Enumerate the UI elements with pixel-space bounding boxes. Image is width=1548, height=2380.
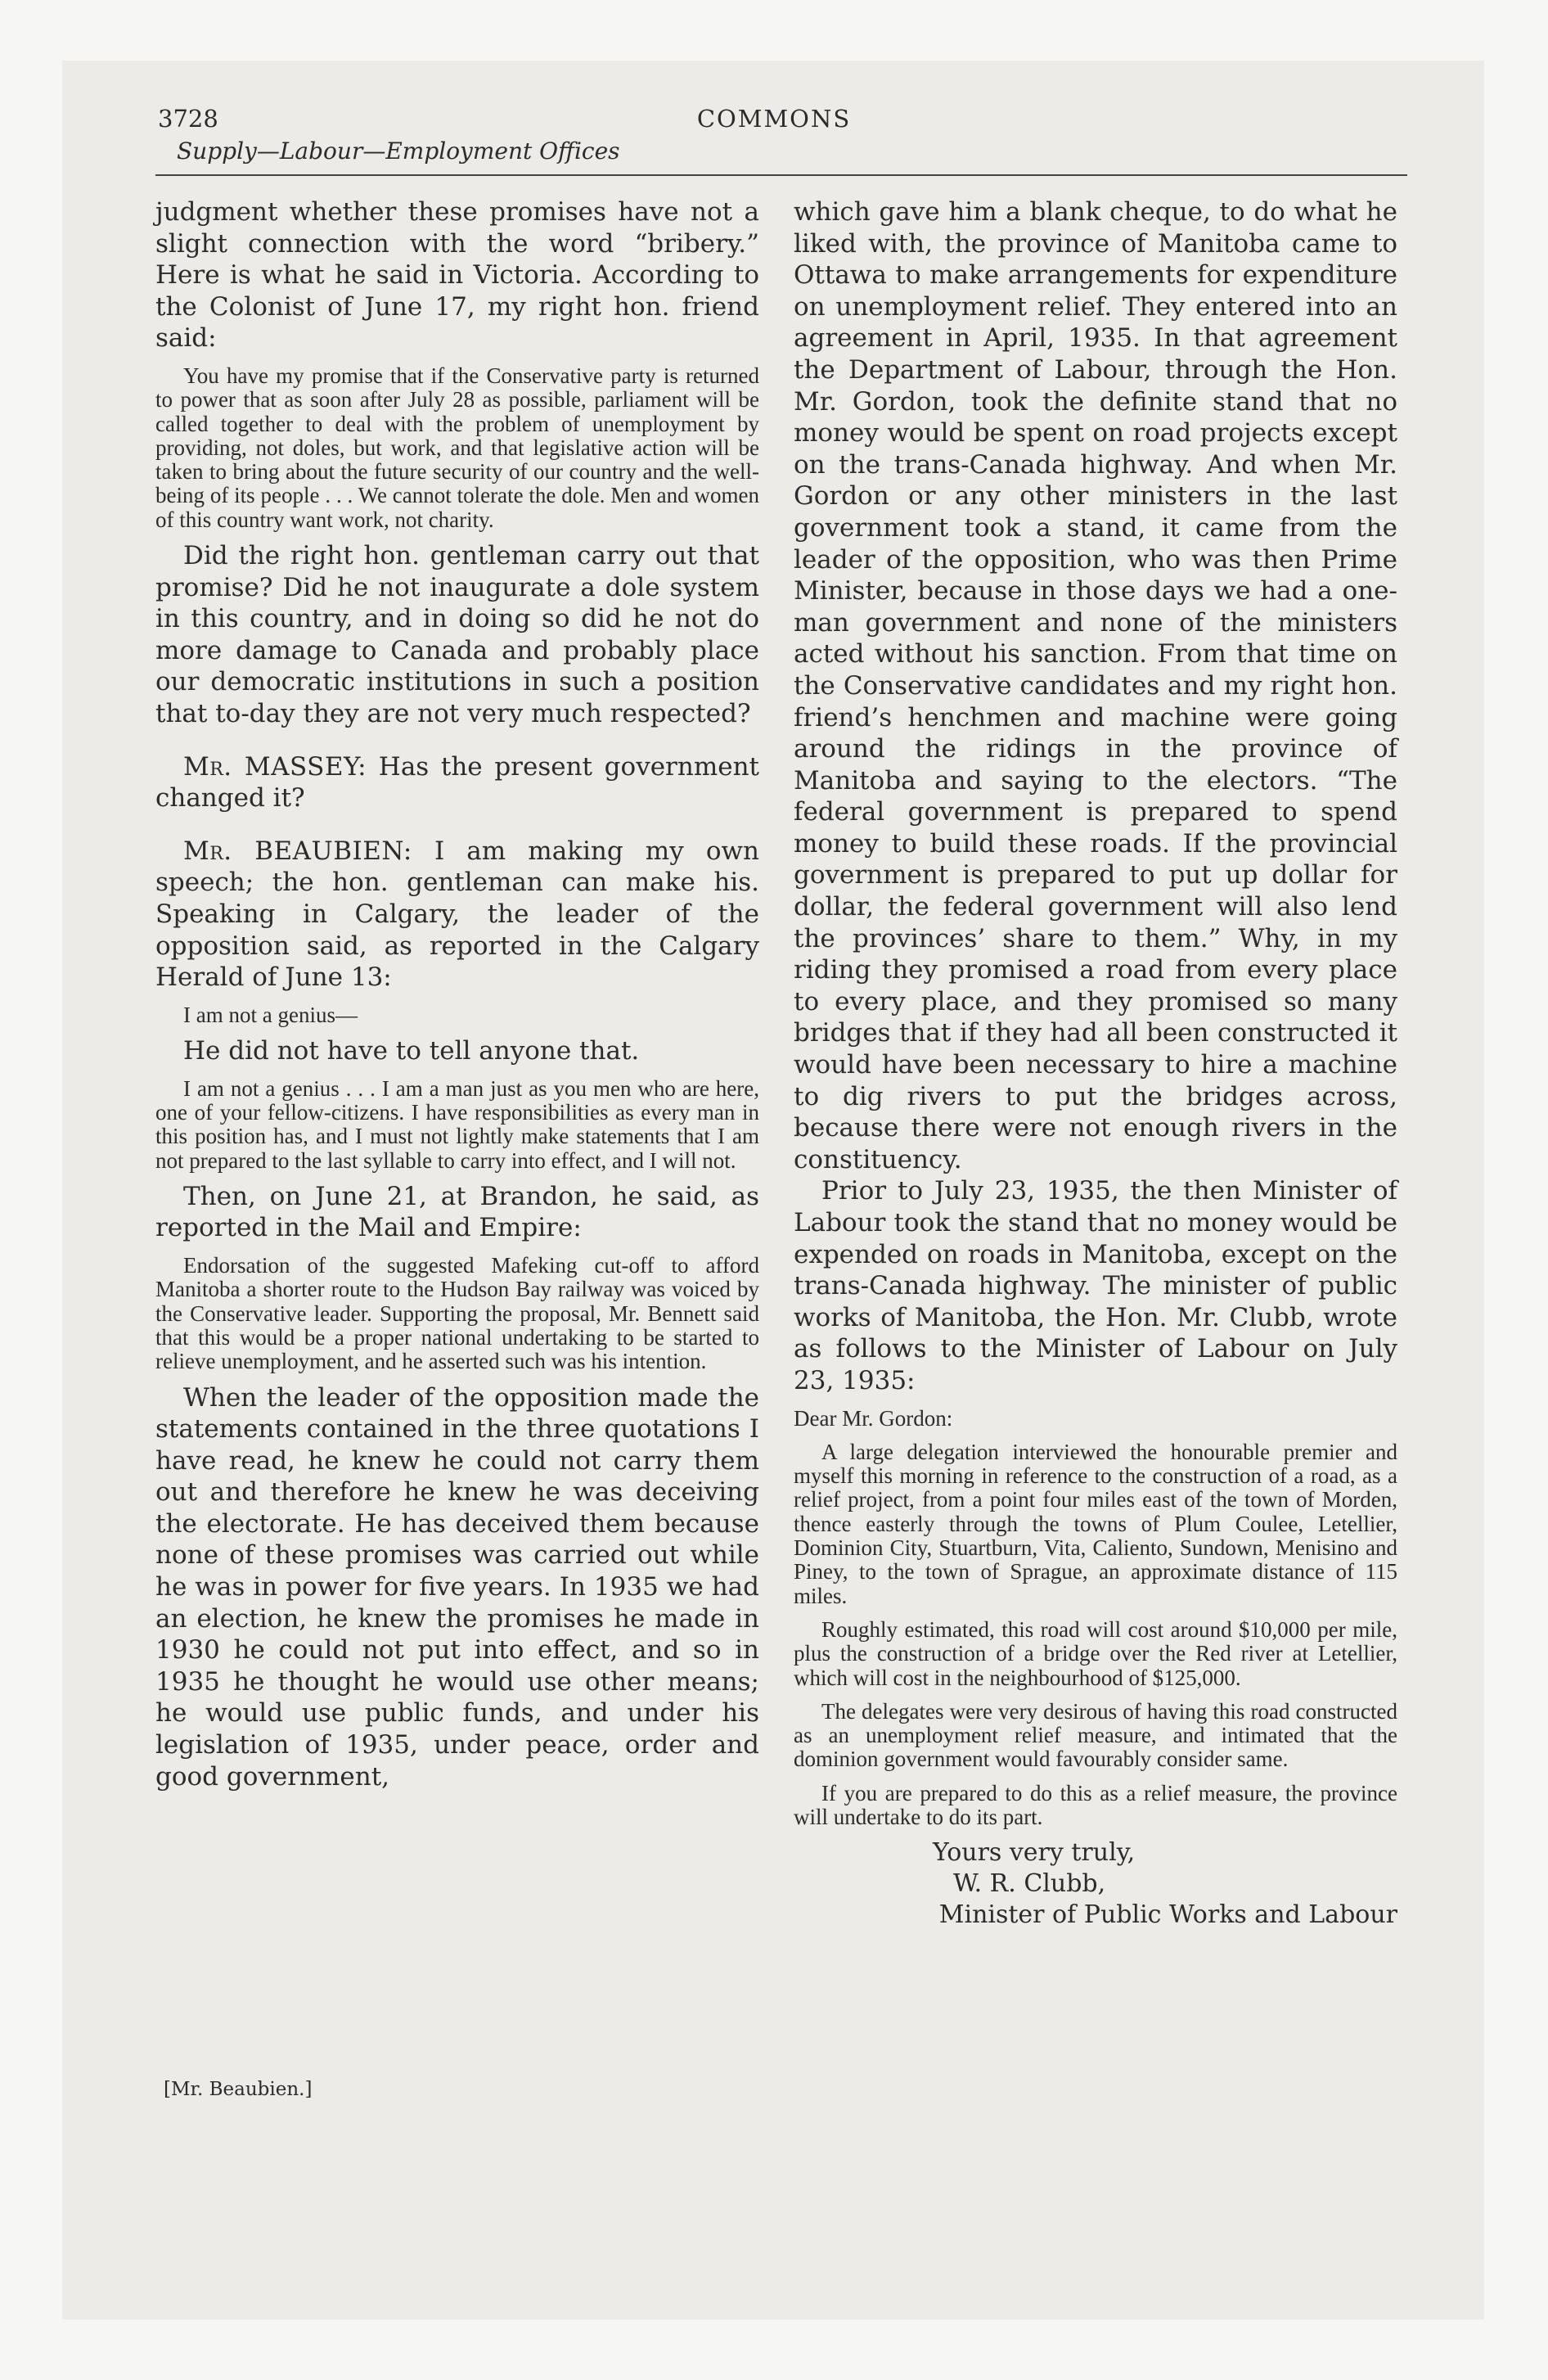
paragraph: Prior to July 23, 1935, the then Minister of Labour took the stand that no money would be expended on roads in Manitoba, except on the trans-Canada highway. The minister of public works of Manitoba, the Hon. Mr. Clubb, wrote as follows to the Minister of Labour on July 23, 1935: [794,1176,1397,1395]
left-column [155,196,759,1792]
block-quote: I am not a genius— [183,1002,358,1027]
header-rule [155,174,1407,176]
speech-text: I am making my own speech; the hon. gentleman can make his. Speaking in Calgary, the leader of the opposition said, as reported in the Calgary Herald of June 13: [155,836,759,993]
speaker-name: Mr. MASSEY: [183,751,367,782]
speech-massey [155,751,759,814]
letter-signer: W. R. Clubb, [953,1869,1106,1899]
running-head: Supply—Labour—Employment Offices [177,137,620,165]
page-number: 3728 [158,105,218,133]
right-column [794,196,1397,1931]
speech-text: Has the present government changed it? [155,751,759,814]
letter-closing: Yours very truly, [933,1838,1136,1868]
paragraph: He did not have to tell anyone that. [183,1036,640,1066]
paragraph: Then, on June 21, at Brandon, he said, as reported in the Mail and Empire: [155,1181,759,1243]
letter-salutation: Dear Mr. Gordon: [794,1405,953,1431]
letter-paragraph: The delegates were very desirous of having this road constructed as an unemployment relief measure, and intimated that the dominion government would favourably consider same. [794,1698,1397,1772]
speech-beaubien [155,836,759,994]
paragraph: When the leader of the opposition made the statements contained in the three quotations I have read, he knew he could not carry them out and therefore he knew he was deceiving the electorate. He has deceived them because none of these promises was carried out while he was in power for five years. In 1935 we had an election, he knew the promises he made in 1930 he could not put into effect, and so in 1935 he thought he would use other means; he would use public funds, and under his legislation of 1935, under peace, order and good government, [155,1382,759,1792]
speaker-footer-tag: [Mr. Beaubien.] [164,2079,313,2100]
letter-signer-title: Minister of Public Works and Labour [938,1900,1397,1930]
paragraph: which gave him a blank cheque, to do what he liked with, the province of Manitoba came to Ottawa to make arrangements for expenditure on unemployment relief. They entered into an agreement in April, 1935. In that agreement the Department of Labour, through the Hon. Mr. Gordon, took the definite stand that no money would be spent on road projects except on the trans-Canada highway. And when Mr. Gordon or any other ministers in the last government took a stand, it came from the leader of the opposition, who was then Prime Minister, because in those days we had a one-man government and none of the ministers acted without his sanction. From that time on the Conservative candidates and my right hon. friend’s henchmen and machine were going around the ridings in the province of Manitoba and saying to the electors. “The federal government is prepared to spend money to build these roads. If the provincial government is prepared to put up dollar for dollar, the federal government will also lend the provinces’ share to them.” Why, in my riding they promised a road from every place to every place, and they promised so many bridges that if they had all been constructed it would have been necessary to hire a machine to dig rivers to put the bridges across, because there were not enough rivers in the constituency. [794,197,1397,1174]
paragraph: Did the right hon. gentleman carry out that promise? Did he not inaugurate a dole system in this country, and in doing so did he not do more damage to Canada and probably place our democratic institutions in such a position that to-day they are not very much respected? [155,541,759,729]
block-quote: You have my promise that if the Conservative party is returned to power that as soon after July 28 as possible, parliament will be called together to deal with the problem of unemployment by providing, not doles, but work, and that legislative action will be taken to bring about the future security of our country and the well-being of its people . . . We cannot tolerate the dole. Men and women of this country want work, not charity. [155,363,759,532]
paragraph: judgment whether these promises have not a slight connection with the word “bribery.” Here is what he said in Victoria. According to the Colonist of June 17, my right hon. friend said: [155,197,759,354]
block-quote: I am not a genius . . . I am a man just as you men who are here, one of your fellow-citizens. I have responsibilities as every man in this position has, and I must not lightly make statements that I am not prepared to the last syllable to carry into effect, and I will not. [155,1075,759,1173]
letter-paragraph: If you are prepared to do this as a relief measure, the province will undertake to do its part. [794,1780,1397,1830]
letter-paragraph: Roughly estimated, this road will cost around $10,000 per mile, plus the construction of a bridge over the Red river at Letellier, which will cost in the neighbourhood of $125,000. [794,1616,1397,1690]
speaker-name: Mr. BEAUBIEN: [183,836,412,866]
page-header-title: COMMONS [696,105,852,133]
letter-paragraph: A large delegation interviewed the honourable premier and myself this morning in reference to the construction of a road, as a relief project, from a point four miles east of the town of Morden, thence easterly through the towns of Plum Coulee, Letellier, Dominion City, Stuartburn, Vita, Caliento, Sundown, Menisino and Piney, to the town of Sprague, an approximate distance of 115 miles. [794,1439,1397,1608]
block-quote: Endorsation of the suggested Mafeking cut-off to afford Manitoba a shorter route to the Hudson Bay railway was voiced by the Conservative leader. Supporting the proposal, Mr. Bennett said that this would be a proper national undertaking to be started to relieve unemployment, and he asserted such was his intention. [155,1253,759,1374]
